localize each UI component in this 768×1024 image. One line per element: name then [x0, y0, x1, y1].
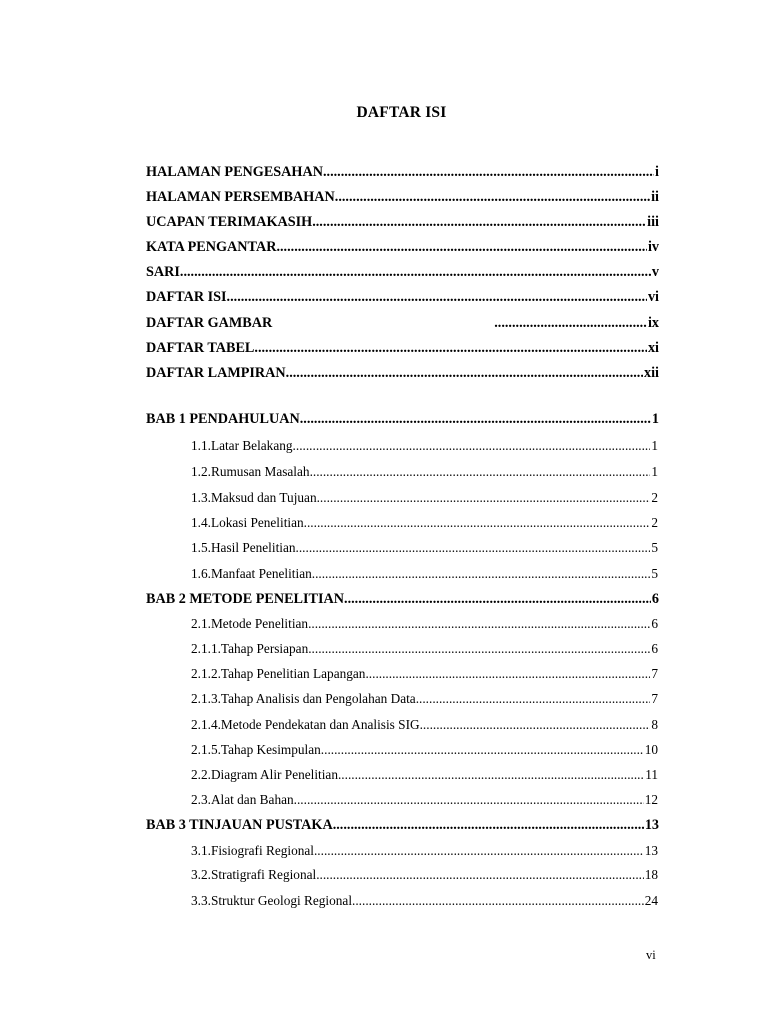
dot-leader — [365, 664, 650, 684]
dot-leader — [333, 815, 644, 835]
toc-entry-1-1[interactable] — [191, 436, 658, 456]
toc-entry-label: 1.2.Rumusan Masalah — [191, 464, 310, 479]
dot-leader — [314, 841, 644, 861]
toc-entry-page: 6 — [651, 641, 658, 656]
toc-entry-ucapan-terimakasih[interactable] — [146, 212, 659, 232]
toc-entry-page: 13 — [644, 817, 659, 833]
dot-leader — [312, 564, 651, 584]
toc-entry-page: 5 — [651, 540, 658, 555]
dot-leader — [416, 689, 651, 709]
toc-entry-kata-pengantar[interactable] — [146, 237, 659, 257]
toc-entry-page: 1 — [651, 438, 658, 453]
toc-entry-label: BAB 3 TINJAUAN PUSTAKA — [146, 817, 333, 833]
toc-entry-page: iv — [647, 239, 659, 255]
dot-leader — [321, 740, 644, 760]
dot-leader — [317, 488, 651, 508]
toc-entry-label: 1.5.Hasil Penelitian — [191, 540, 296, 555]
dot-leader — [310, 462, 651, 482]
dot-leader — [308, 614, 650, 634]
toc-entry-daftar-lampiran[interactable] — [146, 363, 659, 383]
dot-leader — [300, 409, 651, 429]
toc-entry-page: i — [655, 164, 659, 180]
toc-entry-label: 2.1.2.Tahap Penelitian Lapangan — [191, 666, 366, 681]
dot-leader — [276, 237, 647, 257]
toc-entry-1-6[interactable] — [191, 564, 658, 584]
toc-entry-label: 1.1.Latar Belakang — [191, 438, 293, 453]
toc-entry-label: 2.3.Alat dan Bahan — [191, 792, 294, 807]
toc-entry-label: DAFTAR GAMBAR — [146, 315, 273, 331]
toc-entry-1-4[interactable] — [191, 513, 658, 533]
dot-leader — [286, 363, 643, 383]
toc-entry-3-2[interactable] — [191, 865, 658, 885]
toc-entry-2-1-5[interactable] — [191, 740, 658, 760]
toc-entry-label: 3.3.Struktur Geologi Regional — [191, 893, 353, 908]
toc-entry-page: 24 — [644, 893, 658, 908]
toc-entry-page: ix — [647, 315, 659, 331]
toc-entry-sari[interactable] — [146, 262, 659, 282]
dot-leader — [296, 538, 651, 558]
dot-leader — [344, 589, 651, 609]
dot-leader — [308, 639, 650, 659]
toc-entry-1-3[interactable] — [191, 488, 658, 508]
toc-entry-label: UCAPAN TERIMAKASIH — [146, 214, 313, 230]
dot-leader — [304, 513, 651, 533]
dot-leader — [293, 436, 651, 456]
toc-entry-2-3[interactable] — [191, 790, 658, 810]
toc-entry-bab-1[interactable] — [146, 409, 659, 429]
toc-entry-2-2[interactable] — [191, 765, 658, 785]
dot-leader — [227, 287, 647, 307]
toc-entry-page: 2 — [651, 490, 658, 505]
toc-entry-label: KATA PENGANTAR — [146, 239, 277, 255]
dot-leader — [312, 212, 646, 232]
toc-entry-page: ii — [651, 189, 659, 205]
dot-leader — [338, 765, 644, 785]
toc-entry-3-3[interactable] — [191, 891, 658, 911]
toc-entry-page: 7 — [651, 691, 658, 706]
toc-entry-2-1-1[interactable] — [191, 639, 658, 659]
toc-entry-label: DAFTAR ISI — [146, 289, 227, 305]
toc-entry-page: 10 — [644, 742, 658, 757]
toc-entry-label: HALAMAN PERSEMBAHAN — [146, 189, 335, 205]
toc-entry-label: 1.4.Lokasi Penelitian — [191, 515, 304, 530]
toc-entry-label: DAFTAR TABEL — [146, 340, 255, 356]
toc-entry-page: 11 — [645, 767, 658, 782]
toc-entry-label: DAFTAR LAMPIRAN — [146, 365, 286, 381]
dot-leader — [180, 262, 651, 282]
dot-leader — [254, 338, 647, 358]
toc-entry-daftar-isi[interactable] — [146, 287, 659, 307]
toc-entry-page: 1 — [651, 411, 659, 427]
toc-entry-label: 2.1.4.Metode Pendekatan dan Analisis SIG — [191, 717, 420, 732]
toc-entry-page: 13 — [644, 843, 658, 858]
toc-entry-label: 3.1.Fisiografi Regional — [191, 843, 314, 858]
toc-entry-label: BAB 1 PENDAHULUAN — [146, 411, 300, 427]
toc-entry-label: HALAMAN PENGESAHAN — [146, 164, 323, 180]
toc-entry-1-2[interactable] — [191, 462, 658, 482]
toc-entry-label: 2.1.3.Tahap Analisis dan Pengolahan Data — [191, 691, 416, 706]
dot-leader — [420, 715, 651, 735]
toc-entry-page: 18 — [644, 867, 658, 882]
dot-leader — [352, 891, 644, 911]
toc-entry-label: SARI — [146, 264, 180, 280]
toc-entry-page: 6 — [651, 616, 658, 631]
toc-entry-2-1-4[interactable] — [191, 715, 658, 735]
toc-entry-page: 12 — [644, 792, 658, 807]
toc-entry-label: 2.1.1.Tahap Persiapan — [191, 641, 309, 656]
toc-entry-page: v — [651, 264, 659, 280]
dot-leader — [294, 790, 644, 810]
page-number: vi — [646, 948, 656, 962]
dot-leader — [316, 865, 644, 885]
toc-entry-daftar-tabel[interactable] — [146, 338, 659, 358]
toc-entry-bab-2[interactable] — [146, 589, 659, 609]
toc-entry-label: BAB 2 METODE PENELITIAN — [146, 591, 345, 607]
toc-entry-label: 2.2.Diagram Alir Penelitian — [191, 767, 338, 782]
toc-entry-label: 2.1.5.Tahap Kesimpulan — [191, 742, 321, 757]
toc-entry-page: 8 — [651, 717, 658, 732]
toc-entry-label: 2.1.Metode Penelitian — [191, 616, 309, 631]
toc-entry-daftar-gambar[interactable] — [146, 313, 659, 333]
toc-entry-page: 6 — [651, 591, 659, 607]
page-title: DAFTAR ISI — [356, 104, 447, 121]
toc-entry-halaman-persembahan[interactable] — [146, 187, 659, 207]
toc-entry-page: vi — [647, 289, 659, 305]
toc-entry-label: 1.3.Maksud dan Tujuan — [191, 490, 317, 505]
toc-entry-2-1[interactable] — [191, 614, 658, 634]
toc-entry-label: 3.2.Stratigrafi Regional — [191, 867, 317, 882]
toc-entry-page: iii — [647, 214, 659, 230]
toc-entry-page: 7 — [651, 666, 658, 681]
toc-entry-1-5[interactable] — [191, 538, 658, 558]
toc-entry-page: xi — [647, 340, 659, 356]
toc-entry-page: 2 — [651, 515, 658, 530]
toc-entry-label: 1.6.Manfaat Penelitian — [191, 566, 312, 581]
toc-entry-2-1-3[interactable] — [191, 689, 658, 709]
toc-entry-halaman-pengesahan[interactable] — [146, 162, 659, 182]
toc-entry-page: 1 — [651, 464, 658, 479]
toc-entry-3-1[interactable] — [191, 841, 658, 861]
toc-entry-bab-3[interactable] — [146, 815, 659, 835]
toc-entry-page: xii — [644, 365, 659, 381]
toc-entry-2-1-2[interactable] — [191, 664, 658, 684]
dot-leader — [335, 187, 650, 207]
toc-entry-page: 5 — [651, 566, 658, 581]
dot-leader — [494, 313, 647, 333]
dot-leader — [323, 162, 654, 182]
